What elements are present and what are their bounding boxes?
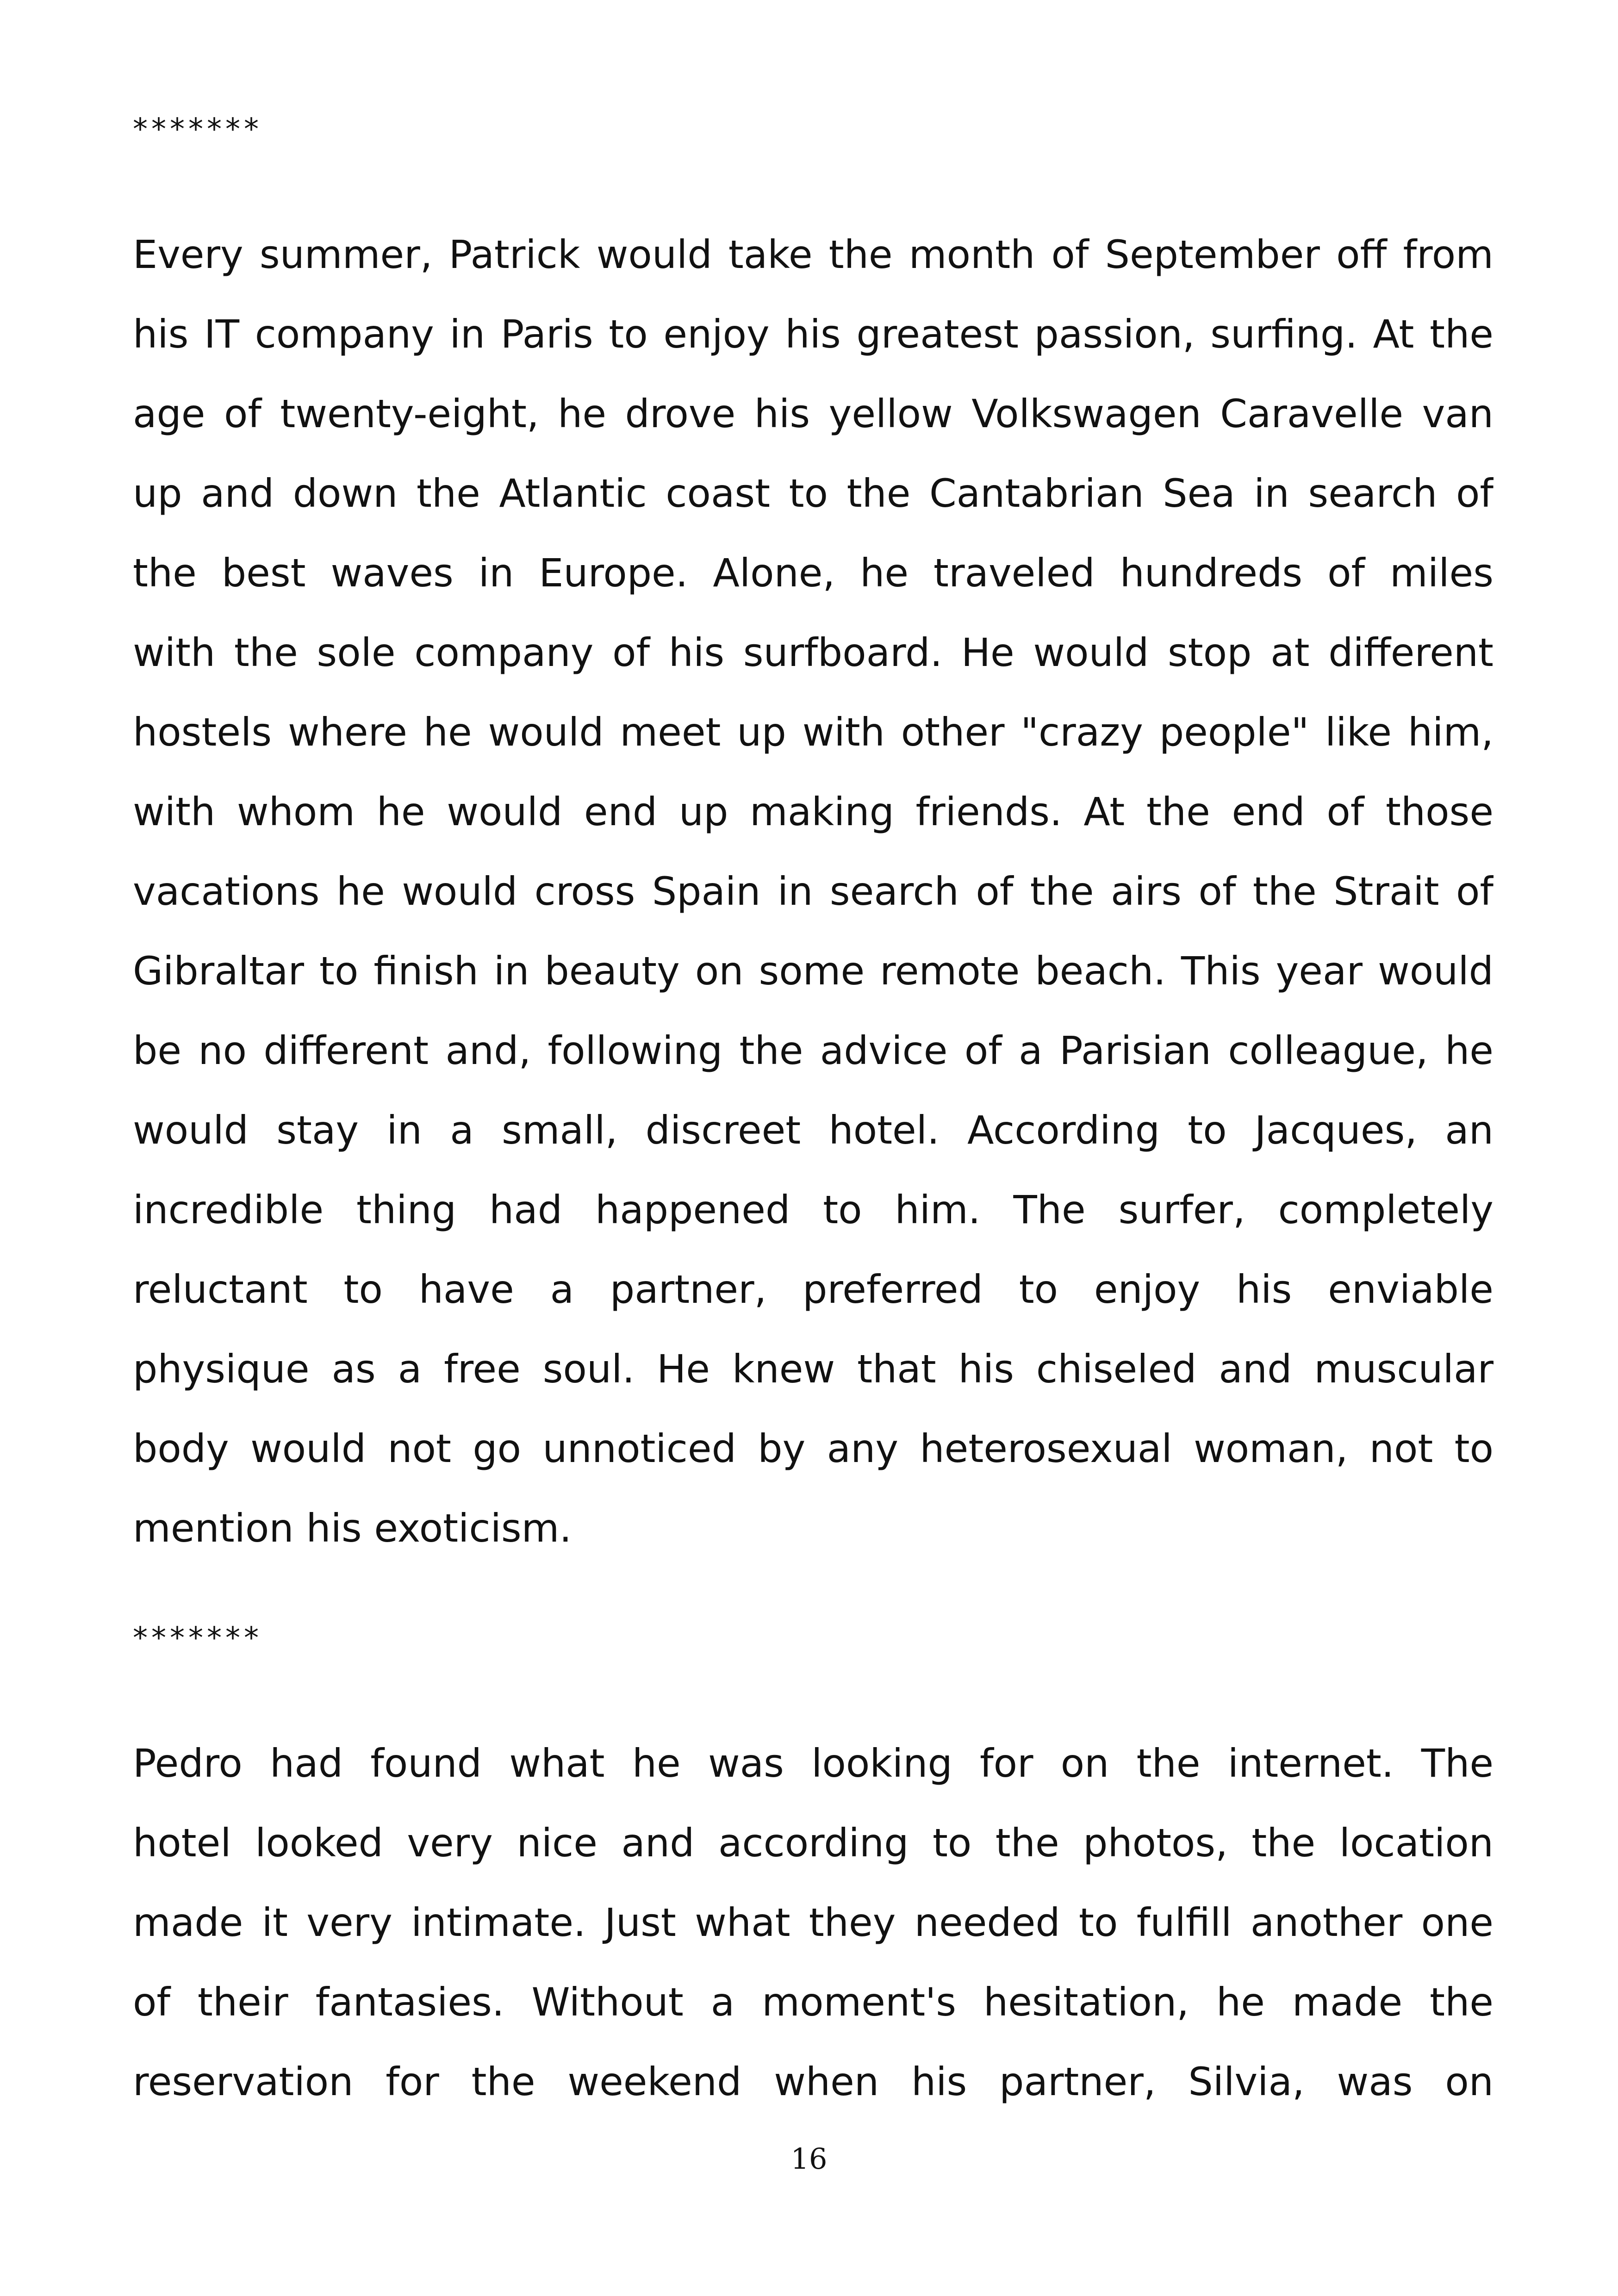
text-line: made it very intimate. Just what they needed to fulfill another one (133, 1900, 1494, 1945)
text-line: physique as a free soul. He knew that his chiseled and muscular (133, 1346, 1494, 1392)
section-separator: ******* (133, 1621, 262, 1655)
text-line: Pedro had found what he was looking for on the internet. The (133, 1741, 1494, 1786)
text-line: would stay in a small, discreet hotel. According to Jacques, an (133, 1108, 1494, 1153)
text-line: with the sole company of his surfboard. He would stop at different (133, 630, 1494, 675)
text-line: vacations he would cross Spain in search of the airs of the Strait of (133, 869, 1494, 914)
text-line: mention his exoticism. (133, 1506, 572, 1551)
section-separator: ******* (133, 112, 262, 147)
text-line: Gibraltar to finish in beauty on some remote beach. This year would (133, 948, 1494, 994)
text-line: reluctant to have a partner, preferred to enjoy his enviable (133, 1267, 1494, 1312)
text-line: reservation for the weekend when his partner, Silvia, was on (133, 2059, 1494, 2104)
text-line: with whom he would end up making friends. At the end of those (133, 789, 1494, 834)
text-line: incredible thing had happened to him. The surfer, completely (133, 1187, 1494, 1232)
text-line: the best waves in Europe. Alone, he traveled hundreds of miles (133, 550, 1494, 596)
text-line: his IT company in Paris to enjoy his greatest passion, surfing. At the (133, 311, 1494, 357)
text-line: hotel looked very nice and according to the photos, the location (133, 1820, 1494, 1866)
text-line: Every summer, Patrick would take the month of September off from (133, 232, 1494, 277)
page-number: 16 (790, 2142, 828, 2176)
text-line: be no different and, following the advice of a Parisian colleague, he (133, 1028, 1494, 1073)
text-line: up and down the Atlantic coast to the Cantabrian Sea in search of (133, 471, 1494, 516)
text-line: body would not go unnoticed by any heterosexual woman, not to (133, 1426, 1494, 1471)
text-line: of their fantasies. Without a moment's hesitation, he made the (133, 1979, 1494, 2025)
text-line: hostels where he would meet up with other "crazy people" like him, (133, 709, 1494, 755)
text-line: age of twenty-eight, he drove his yellow Volkswagen Caravelle van (133, 391, 1494, 436)
